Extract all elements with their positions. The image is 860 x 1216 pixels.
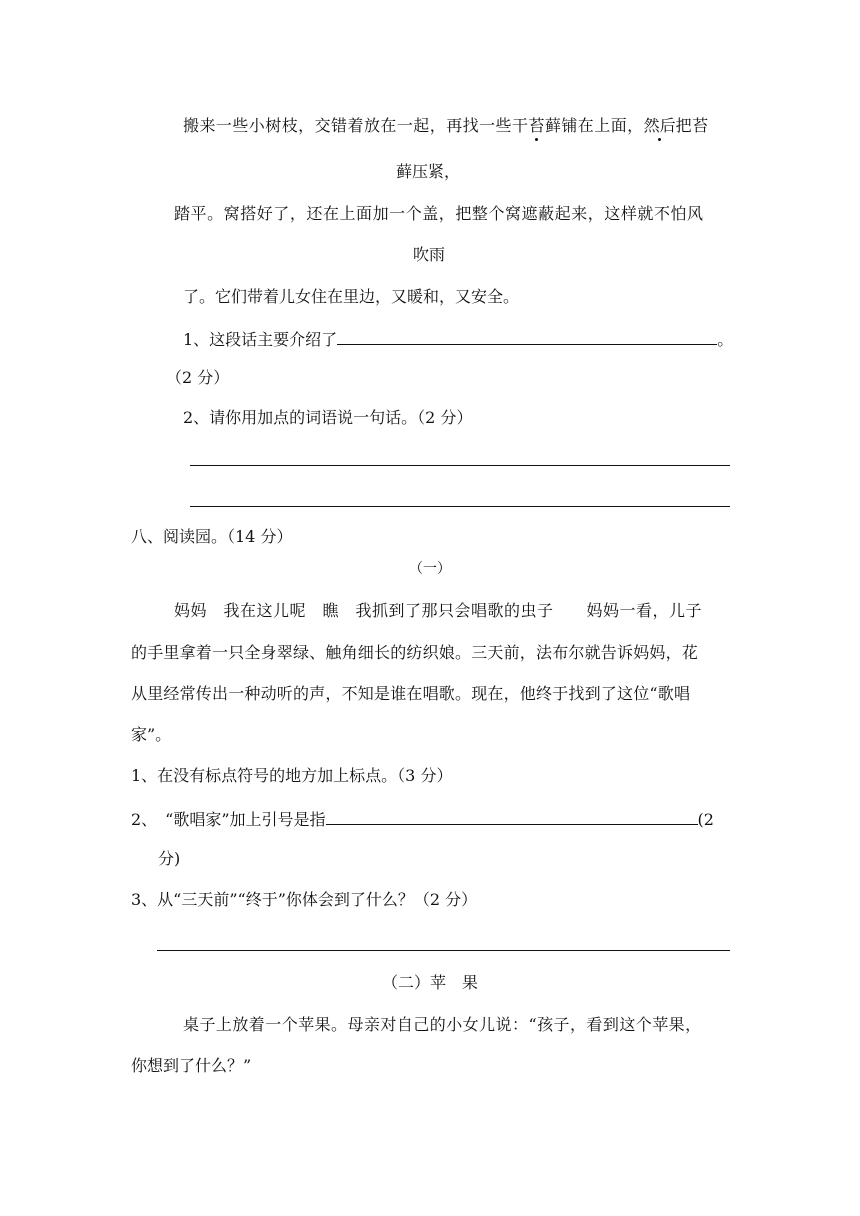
reading-question-2-score: 分)	[158, 849, 181, 868]
passage-line-3: 踏平。窝搭好了，还在上面加一个盖，把整个窝遮蔽起来，这样就不怕风	[174, 204, 704, 223]
question-score: (2	[697, 810, 714, 829]
passage-line-5: 了。它们带着儿女住在里边，又暖和，又安全。	[183, 287, 520, 306]
question-2: 2、请你用加点的词语说一句话。（2 分）	[183, 408, 473, 427]
passage-1-line-4: 家”。	[131, 725, 172, 744]
answer-line[interactable]	[190, 506, 730, 507]
dotted-char: 苔	[528, 116, 545, 135]
question-text: 1、这段话主要介绍了	[183, 330, 338, 349]
dotted-word: 然后	[643, 116, 676, 135]
passage-line-1	[183, 118, 709, 134]
passage-2-line-1: 桌子上放着一个苹果。母亲对自己的小女儿说：“孩子，看到这个苹果，	[183, 1015, 702, 1034]
answer-blank[interactable]	[326, 810, 698, 825]
reading-question-2	[131, 810, 714, 828]
passage-text: 藓铺在上面，	[544, 116, 644, 135]
question-end: 。	[717, 330, 734, 349]
section-heading: 八、阅读园。（14 分）	[131, 527, 293, 546]
passage-text: 把苔	[675, 116, 709, 135]
part-1-title: （一）	[409, 561, 451, 577]
answer-blank[interactable]	[337, 330, 717, 345]
passage-2-line-2: 你想到了什么？”	[131, 1056, 252, 1075]
question-text: 2、 “歌唱家”加上引号是指	[131, 810, 326, 829]
passage-1-line-1: 妈妈 我在这儿呢 瞧 我抓到了那只会唱歌的虫子 妈妈一看，儿子	[174, 601, 703, 620]
passage-line-4: 吹雨	[413, 245, 446, 264]
answer-line[interactable]	[157, 950, 730, 951]
reading-question-1: 1、在没有标点符号的地方加上标点。（3 分）	[131, 766, 453, 785]
passage-1-line-2: 的手里拿着一只全身翠绿、触角细长的纺织娘。三天前，法布尔就告诉妈妈，花	[131, 643, 699, 662]
passage-1-line-3: 从里经常传出一种动听的声，不知是谁在唱歌。现在，他终于找到了这位“歌唱	[131, 684, 691, 703]
reading-question-3: 3、从“三天前”“终于”你体会到了什么？（2 分）	[131, 890, 478, 909]
question-1	[183, 330, 733, 348]
passage-line-2: 藓压紧，	[396, 162, 461, 181]
part-2-title: （二）苹 果	[381, 973, 478, 992]
answer-line[interactable]	[190, 465, 730, 466]
passage-text: 搬来一些小树枝，交错着放在一起，再找一些干	[183, 116, 529, 135]
question-1-score: （2 分）	[166, 368, 230, 387]
